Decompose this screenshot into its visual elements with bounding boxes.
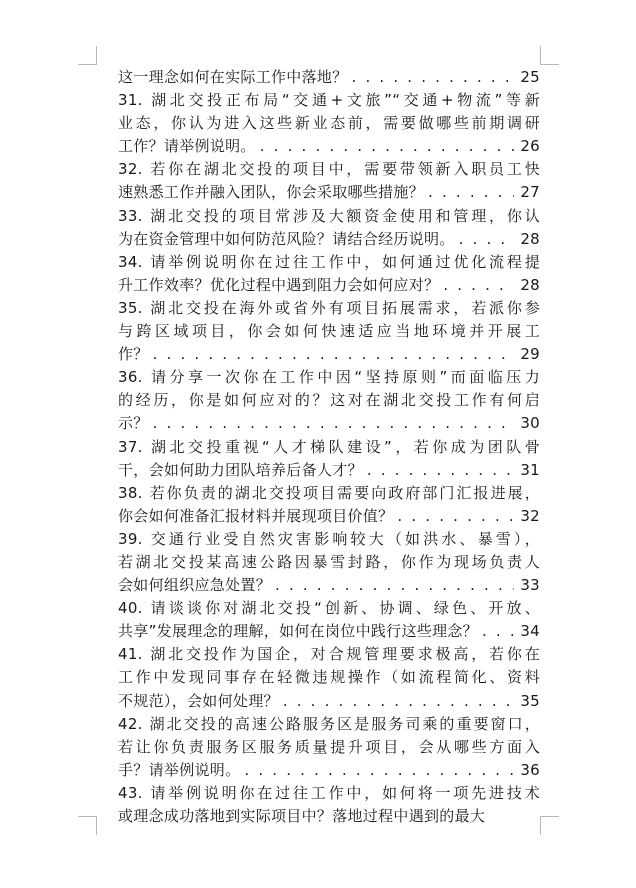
- toc-dot-leader: [149, 412, 515, 435]
- toc-dot-leader: [455, 228, 515, 251]
- crop-mark-bottom-left: [78, 816, 97, 835]
- toc-entry-text: 工作中发现同事存在轻微违规操作（如流程简化、资料: [118, 668, 540, 687]
- toc-entry[interactable]: [118, 643, 540, 712]
- toc-entry[interactable]: [118, 713, 540, 782]
- toc-entry-text: 不规范），会如何处理？: [118, 691, 279, 710]
- toc-entry-text: 33. 湖北交投的项目常涉及大额资金使用和管理，你认: [118, 206, 540, 225]
- toc-entry-last-line: [118, 66, 540, 89]
- toc-entry-text: 38. 若你负责的湖北交投项目需要向政府部门汇报进展，: [118, 483, 540, 502]
- toc-page-number[interactable]: 26: [520, 137, 540, 156]
- toc-entry-text: 34. 请举例说明你在过往工作中，如何通过优化流程提: [118, 252, 540, 271]
- toc-entry-text: 为在资金管理中如何防范风险？请结合经历说明。: [118, 229, 455, 248]
- toc-entry[interactable]: [118, 66, 540, 89]
- toc-dot-leader: [393, 505, 514, 528]
- toc-entry-text: 42. 湖北交投的高速公路服务区是服务司乘的重要窗口，: [118, 714, 540, 733]
- toc-entry[interactable]: [118, 205, 540, 251]
- toc-entry[interactable]: [118, 782, 540, 828]
- toc-dot-leader: [149, 343, 515, 366]
- toc-dot-leader: [348, 66, 515, 89]
- toc-page-number[interactable]: 32: [520, 506, 540, 525]
- toc-entry-text: 与跨区域项目，你会如何快速适应当地环境并开展工: [118, 322, 540, 341]
- toc-entry-text: 的经历，你是如何应对的？这对在湖北交投工作有何启: [118, 391, 540, 410]
- crop-mark-bottom-right: [540, 816, 559, 835]
- toc-entry-last-line: [118, 574, 540, 597]
- toc-page-number[interactable]: 29: [520, 345, 540, 364]
- toc-entry-text: 升工作效率？优化过程中遇到阻力会如何应对？: [118, 275, 440, 294]
- toc-entry-last-line: [118, 620, 540, 643]
- toc-dot-leader: [439, 274, 514, 297]
- toc-entry-last-line: [118, 274, 540, 297]
- toc-entry-text: 36. 请分享一次你在工作中因“坚持原则”而面临压力: [118, 368, 540, 387]
- toc-entry-text: 31. 湖北交投正布局“交通+文旅”“交通+物流”等新: [118, 91, 540, 110]
- toc-page-number[interactable]: 27: [520, 183, 540, 202]
- toc-page-number[interactable]: 36: [520, 760, 540, 779]
- toc-entry-text: 32. 若你在湖北交投的项目中，需要带领新入职员工快: [118, 160, 540, 179]
- toc-entry-text: 若湖北交投某高速公路因暴雪封路，你作为现场负责人: [118, 552, 540, 571]
- toc-entry[interactable]: [118, 528, 540, 597]
- toc-entry-last-line: [118, 343, 540, 366]
- toc-entry-last-line: [118, 181, 540, 204]
- toc-entry[interactable]: [118, 366, 540, 435]
- toc-entry[interactable]: [118, 158, 540, 204]
- toc-page-number[interactable]: 28: [520, 275, 540, 294]
- toc-entry-text: 你会如何准备汇报材料并展现项目价值？: [118, 506, 394, 525]
- toc-entry-text: 业态，你认为进入这些新业态前，需要做哪些前期调研: [118, 114, 540, 133]
- toc-page-number[interactable]: 28: [520, 229, 540, 248]
- toc-entry-text: 37. 湖北交投重视“人才梯队建设”，若你成为团队骨: [118, 437, 540, 456]
- toc-entry[interactable]: [118, 89, 540, 158]
- toc-page-number[interactable]: 30: [520, 414, 540, 433]
- toc-dot-leader: [256, 135, 515, 158]
- toc-dot-leader: [271, 574, 514, 597]
- toc-entry-text: 39. 交通行业受自然灾害影响较大（如洪水、暴雪），: [118, 529, 540, 548]
- toc-page-number[interactable]: 35: [520, 691, 540, 710]
- toc-dot-leader: [424, 181, 514, 204]
- toc-entry-last-line: [118, 228, 540, 251]
- toc-entry-text: 或理念成功落地到实际项目中？落地过程中遇到的最大: [118, 807, 486, 825]
- toc-entry-text: 43. 请举例说明你在过往工作中，如何将一项先进技术: [118, 783, 540, 802]
- toc-entry-text: 共享”发展理念的理解，如何在岗位中践行这些理念？: [118, 622, 478, 641]
- toc-entry-text: 工作？请举例说明。: [118, 137, 256, 156]
- toc-entry[interactable]: [118, 597, 540, 643]
- crop-mark-top-right: [540, 46, 559, 65]
- toc-entry-last-line: [118, 505, 540, 528]
- toc-dot-leader: [279, 690, 515, 713]
- toc-entry[interactable]: [118, 482, 540, 528]
- toc-entry-text: 35. 湖北交投在海外或省外有项目拓展需求，若派你参: [118, 298, 540, 317]
- toc-entry[interactable]: [118, 251, 540, 297]
- toc-entry-text: 干，会如何助力团队培养后备人才？: [118, 460, 363, 479]
- toc-page-number[interactable]: 34: [520, 622, 540, 641]
- toc-entry[interactable]: [118, 297, 540, 366]
- toc-entry-text: 手？请举例说明。: [118, 760, 241, 779]
- toc-dot-leader: [478, 620, 514, 643]
- crop-mark-top-left: [78, 46, 97, 65]
- toc-entry-text: 40. 请谈谈你对湖北交投“创新、协调、绿色、开放、: [118, 599, 540, 618]
- toc-entry-last-line: [118, 135, 540, 158]
- toc-page-number[interactable]: 25: [520, 68, 540, 86]
- toc-entry-text: 速熟悉工作并融入团队，你会采取哪些措施？: [118, 183, 425, 202]
- toc-entry-last-line: [118, 759, 540, 782]
- toc-dot-leader: [240, 759, 514, 782]
- toc-page-number[interactable]: 31: [520, 460, 540, 479]
- toc-entry-last-line: [118, 412, 540, 435]
- toc-entry-last-line: [118, 459, 540, 482]
- toc-entry-text: 作？: [118, 345, 149, 364]
- toc-entry-text: 41. 湖北交投作为国企，对合规管理要求极高，若你在: [118, 645, 540, 664]
- table-of-contents: [118, 66, 540, 828]
- toc-page-number[interactable]: 33: [520, 576, 540, 595]
- toc-entry-text: 示？: [118, 414, 149, 433]
- toc-entry-text: 会如何组织应急处置？: [118, 576, 272, 595]
- toc-entry-text: 若让你负责服务区服务质量提升项目，会从哪些方面入: [118, 737, 540, 756]
- toc-entry-text: 这一理念如何在实际工作中落地？: [118, 68, 348, 86]
- toc-entry-last-line: [118, 690, 540, 713]
- toc-dot-leader: [363, 459, 515, 482]
- toc-entry[interactable]: [118, 436, 540, 482]
